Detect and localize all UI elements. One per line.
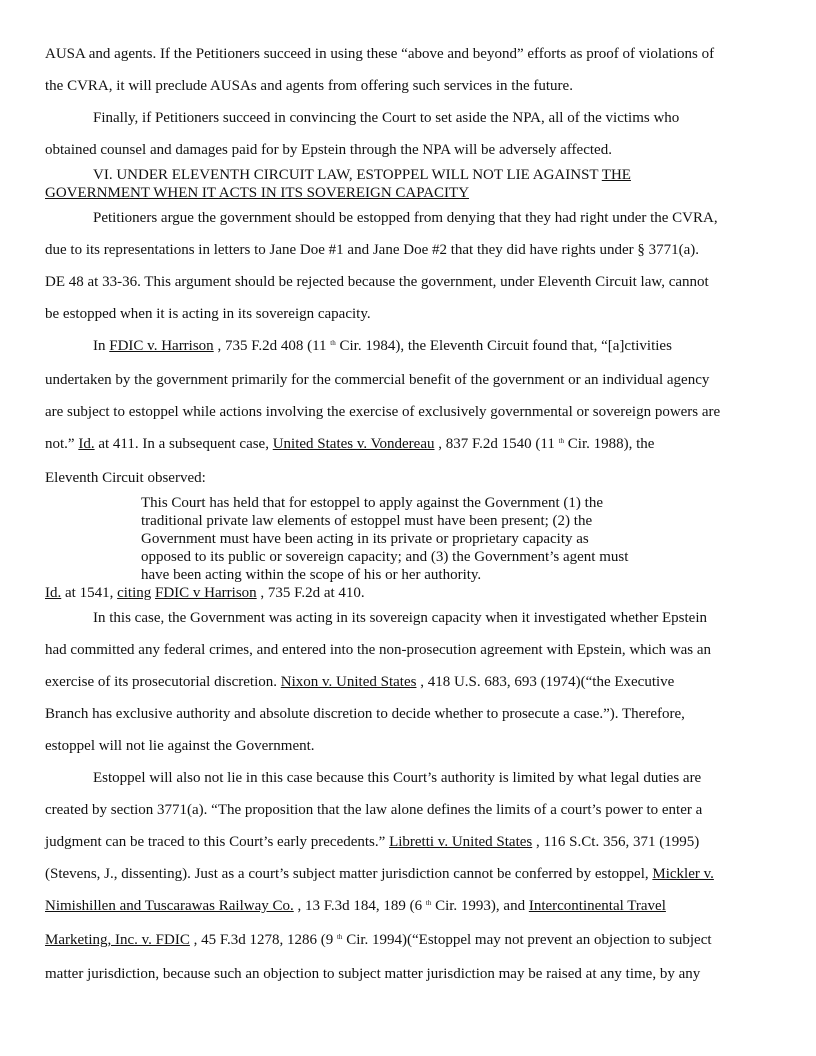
case-citation: FDIC v Harrison	[155, 585, 257, 601]
text-span: not.”	[45, 436, 79, 452]
text-span: , 837 F.2d 1540 (11	[434, 436, 559, 452]
text-line	[45, 833, 699, 851]
text-span: at 1541,	[61, 585, 118, 601]
block-quote-line: This Court has held that for estoppel to apply against the Government (1) the	[141, 495, 603, 511]
text-line: due to its representations in letters to Jane Doe #1 and Jane Doe #2 that they did have rights under § 3771(a).	[45, 242, 699, 258]
text-line: the CVRA, it will preclude AUSAs and agents from offering such services in the future.	[45, 78, 573, 94]
text-span: judgment can be traced to this Court’s early precedents.”	[45, 834, 390, 850]
ordinal-suffix: th	[336, 933, 343, 941]
paragraph-start: In this case, the Government was acting in its sovereign capacity when it investigated whether Epstein	[93, 610, 707, 626]
text-line: matter jurisdiction, because such an objection to subject matter jurisdiction may be raised at any time, by any	[45, 966, 701, 982]
text-span: Cir. 1993), and	[431, 898, 529, 914]
case-citation: United States v. Vondereau	[272, 436, 435, 452]
case-citation: Id.	[78, 436, 95, 452]
block-quote-line: have been acting within the scope of his or her authority.	[141, 567, 482, 583]
text-line: had committed any federal crimes, and entered into the non-prosecution agreement with Epstein, which was an	[45, 642, 712, 658]
text-line: Branch has exclusive authority and absolute discretion to decide whether to prosecute a case.”). Therefore,	[45, 706, 685, 722]
text-line: estoppel will not lie against the Government.	[45, 738, 315, 754]
text-span: , 45 F.3d 1278, 1286 (9	[189, 932, 337, 948]
case-citation: Intercontinental Travel	[528, 898, 666, 914]
signal-word: citing	[117, 585, 152, 601]
citation-line	[45, 584, 365, 602]
section-heading	[93, 166, 631, 184]
text-span: (Stevens, J., dissenting). Just as a court’s subject matter jurisdiction cannot be conferred by estoppel,	[45, 866, 653, 882]
text-line	[45, 931, 712, 949]
text-span: , 735 F.2d at 410.	[256, 585, 365, 601]
text-span: exercise of its prosecutorial discretion.	[45, 674, 281, 690]
case-citation: Mickler v.	[652, 866, 714, 882]
text-line: be estopped when it is acting in its sovereign capacity.	[45, 306, 371, 322]
text-span: , 13 F.3d 184, 189 (6	[293, 898, 426, 914]
text-line: undertaken by the government primarily for the commercial benefit of the government or an individual agency	[45, 372, 710, 388]
text-line: created by section 3771(a). “The proposition that the law alone defines the limits of a court’s power to enter a	[45, 802, 703, 818]
case-citation: FDIC v. Harrison	[109, 338, 214, 354]
text-span: at 411. In a subsequent case,	[94, 436, 273, 452]
text-line: obtained counsel and damages paid for by Epstein through the NPA will be adversely affected.	[45, 142, 612, 158]
text-span: , 116 S.Ct. 356, 371 (1995)	[532, 834, 700, 850]
ordinal-suffix: th	[425, 899, 432, 907]
text-line	[45, 897, 666, 915]
text-span: Cir. 1988), the	[564, 436, 655, 452]
block-quote-line: traditional private law elements of estoppel must have been present; (2) the	[141, 513, 593, 529]
text-span: , 418 U.S. 683, 693 (1974)(“the Executive	[416, 674, 675, 690]
text-line	[45, 435, 654, 453]
text-span: , 735 F.2d 408 (11	[213, 338, 331, 354]
text-line: Eleventh Circuit observed:	[45, 470, 206, 486]
paragraph-start: Estoppel will also not lie in this case because this Court’s authority is limited by what legal duties are	[93, 770, 702, 786]
paragraph-start: Petitioners argue the government should be estopped from denying that they had right under the CVRA,	[93, 210, 718, 226]
ordinal-suffix: th	[558, 437, 565, 445]
heading-text: VI. UNDER ELEVENTH CIRCUIT LAW, ESTOPPEL WILL NOT LIE AGAINST	[93, 167, 602, 183]
text-line: are subject to estoppel while actions involving the exercise of exclusively governmental or sovereign powers are	[45, 404, 721, 420]
case-citation: Libretti v. United States	[389, 834, 533, 850]
block-quote-line: Government must have been acting in its private or proprietary capacity as	[141, 531, 589, 547]
paragraph-start	[93, 337, 672, 355]
case-citation: Nixon v. United States	[280, 674, 417, 690]
text-span: Cir. 1994)(“Estoppel may not prevent an objection to subject	[342, 932, 712, 948]
text-span: In	[93, 338, 110, 354]
case-citation: Id.	[45, 585, 62, 601]
section-heading-continued: GOVERNMENT WHEN IT ACTS IN ITS SOVEREIGN CAPACITY	[45, 185, 470, 201]
paragraph-start: Finally, if Petitioners succeed in convincing the Court to set aside the NPA, all of the victims who	[93, 110, 680, 126]
block-quote-line: opposed to its public or sovereign capacity; and (3) the Government’s agent must	[141, 549, 629, 565]
text-line: DE 48 at 33-36. This argument should be rejected because the government, under Eleventh Circuit law, cannot	[45, 274, 709, 290]
case-citation: Marketing, Inc. v. FDIC	[45, 932, 190, 948]
text-line	[45, 865, 714, 883]
text-line: AUSA and agents. If the Petitioners succeed in using these “above and beyond” efforts as proof of violations of	[45, 46, 715, 62]
ordinal-suffix: th	[330, 339, 336, 347]
text-line	[45, 673, 674, 691]
case-citation: Nimishillen and Tuscarawas Railway Co.	[45, 898, 294, 914]
heading-text-underlined: THE	[601, 167, 631, 183]
text-span: Cir. 1984), the Eleventh Circuit found that, “[a]ctivities	[335, 338, 672, 354]
